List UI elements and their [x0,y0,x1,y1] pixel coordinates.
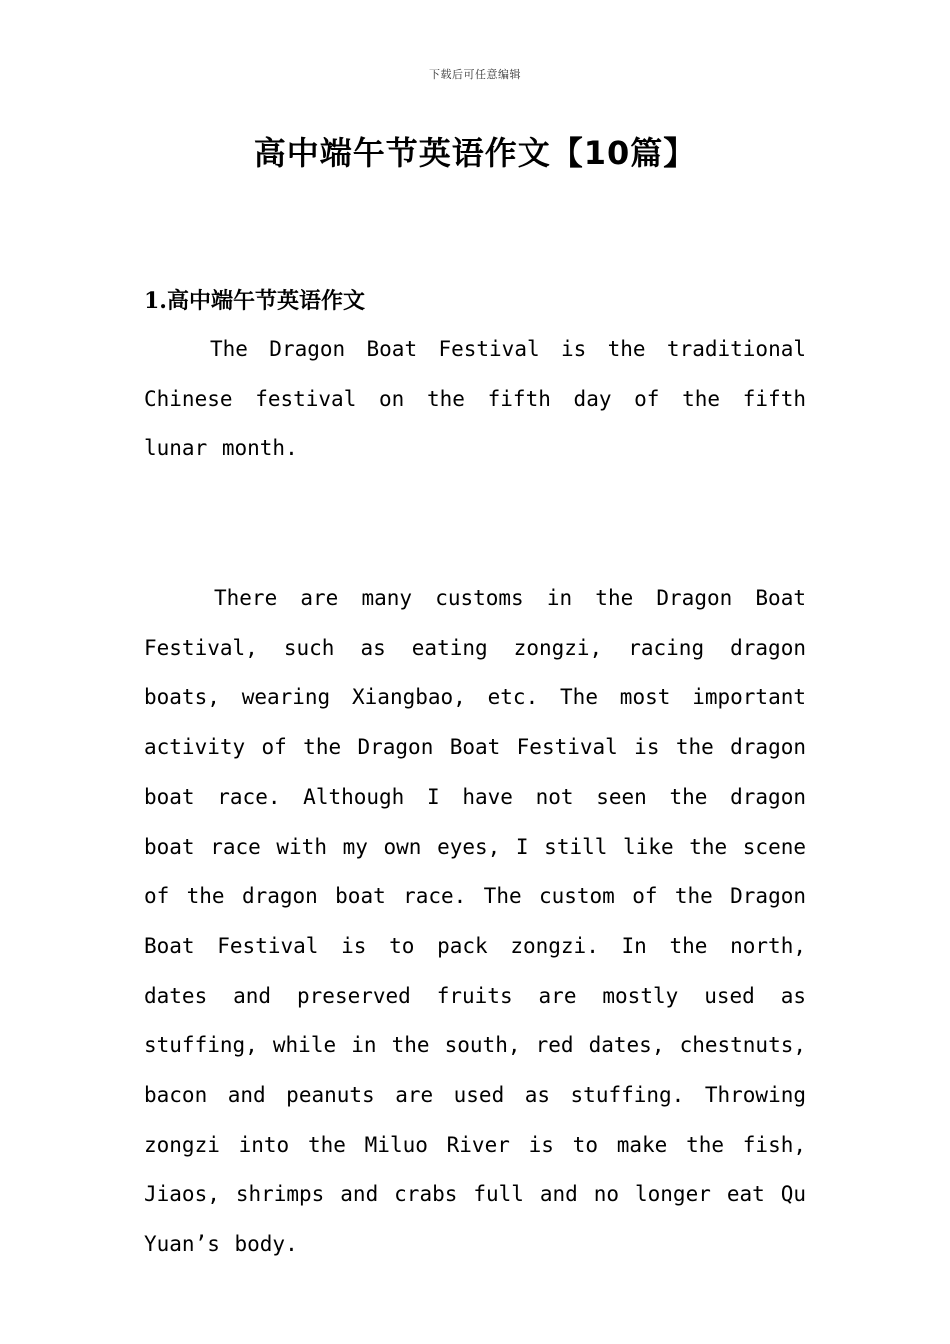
section-heading: 1.高中端午节英语作文 [144,288,365,314]
header-note: 下载后可任意编辑 [429,68,521,81]
paragraph-1: The Dragon Boat Festival is the traditional Chinese festival on the fifth day of the fifth lunar month. [144,337,806,461]
paragraph-2: There are many customs in the Dragon Boat Festival, such as eating zongzi, racing dragon boats, wearing Xiangbao, etc. The most important activity of the Dragon Boat Festival is the dragon boat race. Although I have not seen the dragon boat race with my own eyes, I still like the scene of the dragon boat race. The custom of the Dragon Boat Festival is to pack zongzi. In the north, dates and preserved fruits are mostly used as stuffing, while in the south, red dates, chestnuts, bacon and peanuts are used as stuffing. Throwing zongzi into the Miluo River is to make the fish, Jiaos, shrimps and crabs full and no longer eat Qu Yuan’s body. [144,586,806,1257]
document-title: 高中端午节英语作文【10篇】 [253,134,697,172]
